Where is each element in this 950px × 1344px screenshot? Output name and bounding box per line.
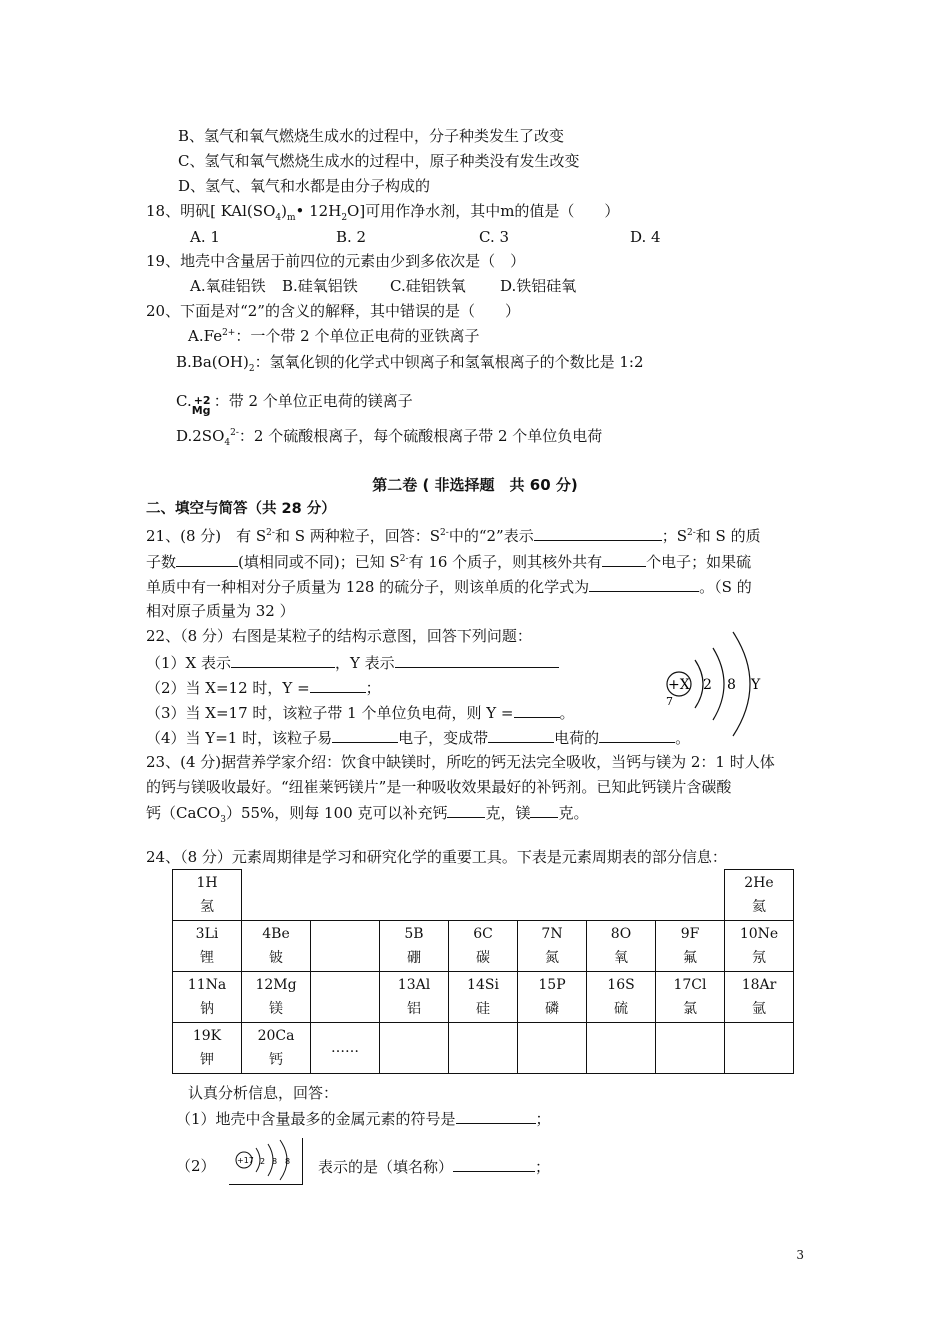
q20-option-b: $B.Ba(OH)_2$：氢氧化钡的化学式中钡离子和氢氧根离子的个数比是 1:2 bbox=[176, 353, 644, 374]
answer-blank[interactable] bbox=[589, 575, 699, 592]
q24-part2-label: （2） bbox=[176, 1157, 216, 1175]
q23-line3: 钙（CaCO$_3$）55%，则每 100 克可以补充钙 克，镁 克。 bbox=[146, 801, 588, 824]
element-cell: 12Mg 镁 bbox=[242, 972, 311, 1023]
element-cell: 17Cl 氯 bbox=[656, 972, 725, 1023]
table-row bbox=[173, 921, 794, 972]
charge-label: +2 bbox=[193, 394, 211, 407]
q24-stem: 24、（8 分）元素周期律是学习和研究化学的重要工具。下表是元素周期表的部分信息： bbox=[146, 848, 727, 866]
q21-line4: 相对原子质量为 32 ） bbox=[146, 602, 295, 620]
answer-blank[interactable] bbox=[447, 801, 485, 818]
element-cell: 14Si 硅 bbox=[449, 972, 518, 1023]
nucleus-label: +X bbox=[668, 677, 690, 693]
q24-part2: 表示的是（填名称） ； bbox=[318, 1155, 550, 1178]
q18-option-d: D. 4 bbox=[630, 228, 661, 246]
periodic-table bbox=[172, 869, 794, 1074]
mini-shell-count: 8 bbox=[285, 1157, 291, 1166]
element-cell: 6C 碳 bbox=[449, 921, 518, 972]
answer-blank[interactable] bbox=[514, 701, 560, 718]
element-cell: 10Ne 氖 bbox=[725, 921, 794, 972]
element-cell: 2He 氦 bbox=[725, 870, 794, 921]
ellipsis-cell: …… bbox=[311, 1023, 380, 1074]
element-label: Mg bbox=[191, 404, 211, 417]
answer-blank[interactable] bbox=[602, 550, 646, 567]
answer-blank[interactable] bbox=[530, 801, 558, 818]
q19-stem: 19、地壳中含量居于前四位的元素由少到多依次是（ ） bbox=[146, 252, 526, 270]
q24-part1: （1）地壳中含量最多的金属元素的符号是 ； bbox=[176, 1107, 551, 1130]
q17-option-d: D、氢气、氧气和水都是由分子构成的 bbox=[178, 177, 431, 195]
q20-stem: 20、下面是对“2”的含义的解释，其中错误的是（ ） bbox=[146, 302, 520, 320]
shell-arc-2 bbox=[713, 648, 724, 720]
q18-option-b: B. 2 bbox=[336, 228, 367, 246]
q22-part1: （1）X 表示 ，Y 表示 bbox=[146, 651, 559, 674]
empty-cell bbox=[656, 1023, 725, 1074]
answer-blank[interactable] bbox=[395, 651, 559, 668]
chlorine-ion-diagram bbox=[228, 1134, 304, 1190]
element-cell: 3Li 锂 bbox=[173, 921, 242, 972]
atom-structure-diagram bbox=[655, 628, 785, 748]
q22-part4: （4）当 Y=1 时，该粒子易 电子，变成带 电荷的 。 bbox=[146, 726, 690, 749]
q19-option-d: D.铁铝硅氧 bbox=[500, 277, 577, 295]
q17-option-c: C、氢气和氧气燃烧生成水的过程中，原子种类没有发生改变 bbox=[178, 152, 580, 170]
element-cell: 4Be 铍 bbox=[242, 921, 311, 972]
empty-cell bbox=[380, 1023, 449, 1074]
q23-line2: 的钙与镁吸收最好。“纽崔莱钙镁片”是一种吸收效果最好的补钙剂。已知此钙镁片含碳酸 bbox=[146, 778, 732, 796]
element-cell: 18Ar 氩 bbox=[725, 972, 794, 1023]
empty-cell bbox=[242, 870, 725, 921]
answer-blank[interactable] bbox=[534, 524, 662, 541]
element-cell: 7N 氮 bbox=[518, 921, 587, 972]
q23-line1: 23、(4 分)据营养学家介绍：饮食中缺镁时，所吃的钙无法完全吸收，当钙与镁为 2：1 时人体 bbox=[146, 753, 775, 771]
element-cell: 11Na 钠 bbox=[173, 972, 242, 1023]
answer-blank[interactable] bbox=[332, 726, 398, 743]
element-cell: 20Ca 钙 bbox=[242, 1023, 311, 1074]
element-cell: 8O 氧 bbox=[587, 921, 656, 972]
section-heading: 二、填空与简答（共 28 分） bbox=[146, 501, 336, 517]
q20-option-a: $A.Fe^{2+}$：一个带 2 个单位正电荷的亚铁离子 bbox=[188, 327, 480, 345]
q19-option-a: A.氧硅铝铁 bbox=[190, 277, 266, 295]
answer-blank[interactable] bbox=[310, 676, 366, 693]
nucleus-mark: 7 bbox=[666, 695, 673, 708]
shell-arc-1 bbox=[695, 660, 703, 708]
q20-option-c: C. +2 Mg ：带 2 个单位正电荷的镁离子 bbox=[176, 390, 413, 412]
q20-option-d: $D.2SO_4^{2-}$：2 个硫酸根离子，每个硫酸根离子带 2 个单位负电荷 bbox=[176, 427, 603, 448]
q19-option-c: C.硅铝铁氧 bbox=[390, 277, 466, 295]
diagram-sideline bbox=[302, 1138, 303, 1185]
empty-cell bbox=[311, 972, 380, 1023]
element-cell: 9F 氟 bbox=[656, 921, 725, 972]
empty-cell bbox=[725, 1023, 794, 1074]
element-cell: 19K 钾 bbox=[173, 1023, 242, 1074]
answer-blank[interactable] bbox=[176, 550, 238, 567]
element-cell: 16S 硫 bbox=[587, 972, 656, 1023]
page-number: 3 bbox=[796, 1248, 804, 1262]
answer-blank[interactable] bbox=[456, 1107, 536, 1124]
q24-intro: 认真分析信息，回答： bbox=[188, 1084, 339, 1102]
table-row bbox=[173, 972, 794, 1023]
table-row bbox=[173, 1023, 794, 1074]
q21-line3: 单质中有一种相对分子质量为 128 的硫分子，则该单质的化学式为 。（S 的 bbox=[146, 575, 752, 598]
part2-title: 第二卷 ( 非选择题 共 60 分) bbox=[372, 476, 578, 494]
answer-blank[interactable] bbox=[231, 651, 335, 668]
empty-cell bbox=[587, 1023, 656, 1074]
q18-stem: 18、明矾[ $KAl(SO_4)_m•$ $12H_2O$]可用作净水剂，其中m的值是（ ） bbox=[146, 202, 620, 223]
q21-line2: 子数 (填相同或不同)；已知 $S^{2-}$有 16 个质子，则其核外共有 个电子；如果硫 bbox=[146, 550, 751, 573]
shell1-count: 2 bbox=[703, 677, 712, 693]
answer-blank[interactable] bbox=[488, 726, 554, 743]
empty-cell bbox=[311, 921, 380, 972]
mini-shell-count: 2 bbox=[260, 1157, 266, 1166]
q22-part3: （3）当 X=17 时，该粒子带 1 个单位负电荷，则 Y = 。 bbox=[146, 701, 575, 724]
q22-stem: 22、（8 分）右图是某粒子的结构示意图，回答下列问题： bbox=[146, 627, 532, 645]
q18-option-c: C. 3 bbox=[479, 228, 510, 246]
element-cell: 15P 磷 bbox=[518, 972, 587, 1023]
table-row bbox=[173, 870, 794, 921]
q19-option-b: B.硅氧铝铁 bbox=[282, 277, 358, 295]
empty-cell bbox=[449, 1023, 518, 1074]
shell2-count: 8 bbox=[727, 677, 736, 693]
answer-blank[interactable] bbox=[453, 1155, 535, 1172]
mini-nucleus-label: +17 bbox=[237, 1156, 254, 1165]
mini-shell-count: 8 bbox=[272, 1157, 278, 1166]
diagram-underline bbox=[229, 1184, 303, 1185]
q17-option-b: B、氢气和氧气燃烧生成水的过程中，分子种类发生了改变 bbox=[178, 127, 565, 145]
empty-cell bbox=[518, 1023, 587, 1074]
shell3-count: Y bbox=[751, 677, 761, 693]
element-cell: 5B 硼 bbox=[380, 921, 449, 972]
element-cell: 13Al 铝 bbox=[380, 972, 449, 1023]
q21-line1: 21、(8 分) 有 $S^{2-}$和 S 两种粒子，回答：$S^{2-}$中的“2”表示 ；$S^{2-}$和 S 的质 bbox=[146, 524, 761, 547]
q22-part2: （2）当 X=12 时，Y = ； bbox=[146, 676, 381, 699]
q18-option-a: A. 1 bbox=[190, 228, 220, 246]
element-cell: 1H 氢 bbox=[173, 870, 242, 921]
